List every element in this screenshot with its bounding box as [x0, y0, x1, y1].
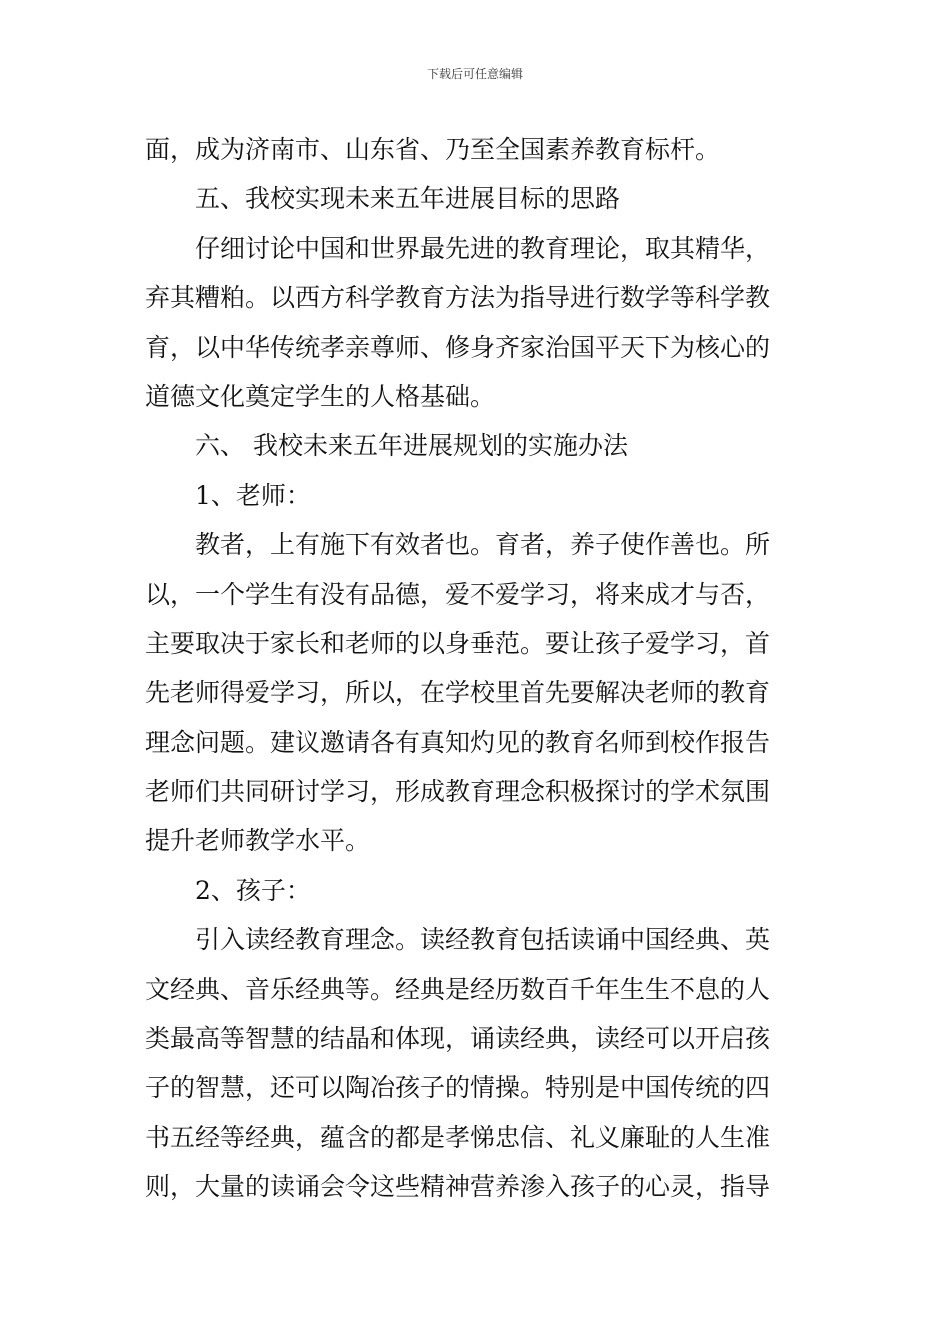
text-line: 主要取决于家长和老师的以身垂范。要让孩子爱学习，首	[145, 628, 771, 658]
text-line: 文经典、音乐经典等。经典是经历数百千年生生不息的人	[145, 974, 771, 1004]
text-line: 五、我校实现未来五年进展目标的思路	[195, 184, 621, 214]
text-line: 道德文化奠定学生的人格基础。	[145, 381, 496, 411]
text-line: 老师们共同研讨学习，形成教育理念积极探讨的学术氛围	[145, 777, 771, 807]
text-line: 提升老师教学水平。	[145, 826, 371, 856]
text-line: 先老师得爱学习，所以，在学校里首先要解决老师的教育	[145, 678, 771, 708]
text-line: 仔细讨论中国和世界最先进的教育理论，取其精华，	[195, 233, 771, 263]
text-line: 理念问题。建议邀请各有真知灼见的教育名师到校作报告	[145, 727, 771, 757]
text-line: 面，成为济南市、山东省、乃至全国素养教育标杆。	[145, 135, 721, 164]
document-body	[145, 125, 809, 1212]
text-line: 1、老师：	[195, 480, 311, 510]
page-header: 下载后可任意编辑	[426, 67, 523, 81]
text-line: 书五经等经典，蕴含的都是孝悌忠信、礼义廉耻的人生准	[145, 1122, 771, 1152]
text-line: 引入读经教育理念。读经教育包括读诵中国经典、英	[195, 925, 771, 955]
text-line: 则，大量的读诵会令这些精神营养渗入孩子的心灵，指导	[145, 1172, 771, 1202]
text-line: 教者，上有施下有效者也。育者，养子使作善也。所	[195, 530, 771, 560]
text-line: 2、孩子：	[195, 875, 311, 905]
text-line: 以，一个学生有没有品德，爱不爱学习，将来成才与否，	[145, 579, 771, 609]
text-line: 育，以中华传统孝亲尊师、修身齐家治国平天下为核心的	[145, 332, 771, 362]
text-line: 类最高等智慧的结晶和体现，诵读经典，读经可以开启孩	[145, 1024, 771, 1054]
text-line: 弃其糟粕。以西方科学教育方法为指导进行数学等科学教	[145, 283, 771, 313]
text-line: 六、 我校未来五年进展规划的实施办法	[195, 431, 628, 461]
text-line: 子的智慧，还可以陶冶孩子的情操。特别是中国传统的四	[145, 1073, 771, 1103]
